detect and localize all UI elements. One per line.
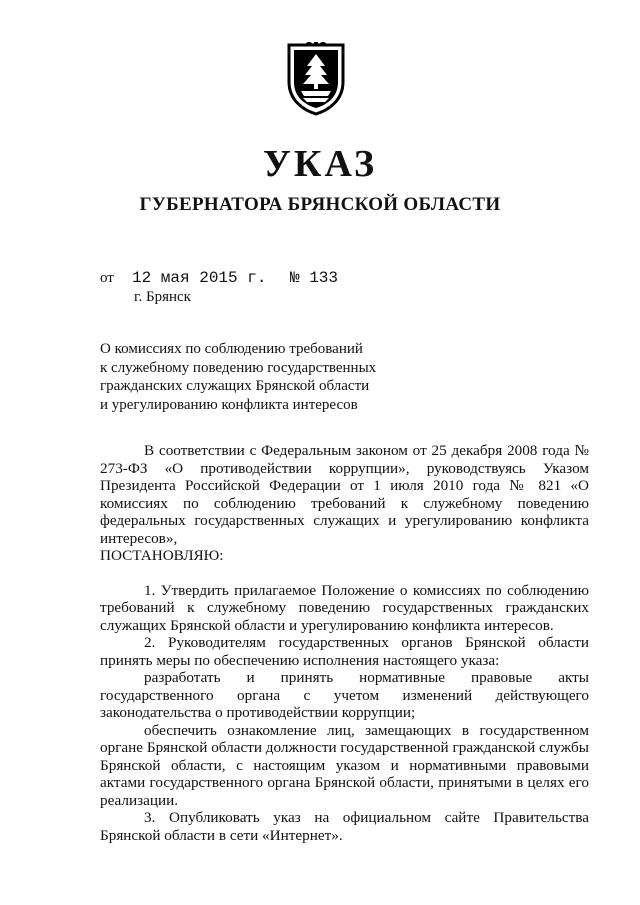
document-number: № 133 (290, 269, 339, 287)
document-date: 12 мая 2015 г. (132, 269, 267, 287)
item-2a-paragraph: разработать и принять нормативные правовые акты государственного органа с учетом изменений действующего законодательства о противодействии коррупции; (100, 669, 589, 721)
item-3-paragraph: 3. Опубликовать указ на официальном сайте Правительства Брянской области в сети «Интернет». (100, 809, 589, 844)
item-2b-paragraph: обеспечить ознакомление лиц, замещающих в государственном органе Брянской области должности государственной гражданской службы Брянской области, с настоящим указом и нормативными правовыми актами государственного органа Брянской области, принятыми в целях его реализации. (100, 721, 589, 809)
item-1-paragraph: 1. Утвердить прилагаемое Положение о комиссиях по соблюдению требований к служебному поведению государственных гражданских служащих Брянской области и урегулированию конфликта интересов. (100, 581, 589, 634)
date-prefix: от (100, 270, 114, 286)
page-title: УКАЗ (263, 143, 377, 185)
subject-line: к служебному поведению государственных (100, 359, 377, 376)
bryansk-coat-of-arms-icon (285, 42, 347, 116)
item-2-paragraph: 2. Руководителям государственных органов Брянской области принять меры по обеспечению исполнения настоящего указа: (100, 634, 589, 669)
document-subject (100, 340, 390, 414)
subject-line: О комиссиях по соблюдению требований (100, 341, 363, 357)
decree-word: ПОСТАНОВЛЯЮ: (100, 547, 224, 564)
preamble-paragraph: В соответствии с Федеральным законом от 25 декабря 2008 года № 273-ФЗ «О противодействии коррупции», руководствуясь Указом Президента Российской Федерации от 1 июля 2010 года № 821 «О комиссиях по соблюдению требований к служебному поведению федеральных государственных служащих и урегулированию конфликта интересов», (100, 442, 589, 547)
issuer-subtitle: ГУБЕРНАТОРА БРЯНСКОЙ ОБЛАСТИ (139, 194, 501, 215)
document-city: г. Брянск (134, 289, 191, 305)
document-body (100, 442, 589, 844)
subject-line: и урегулированию конфликта интересов (100, 396, 358, 413)
subject-line: гражданских служащих Брянской области (100, 378, 370, 394)
